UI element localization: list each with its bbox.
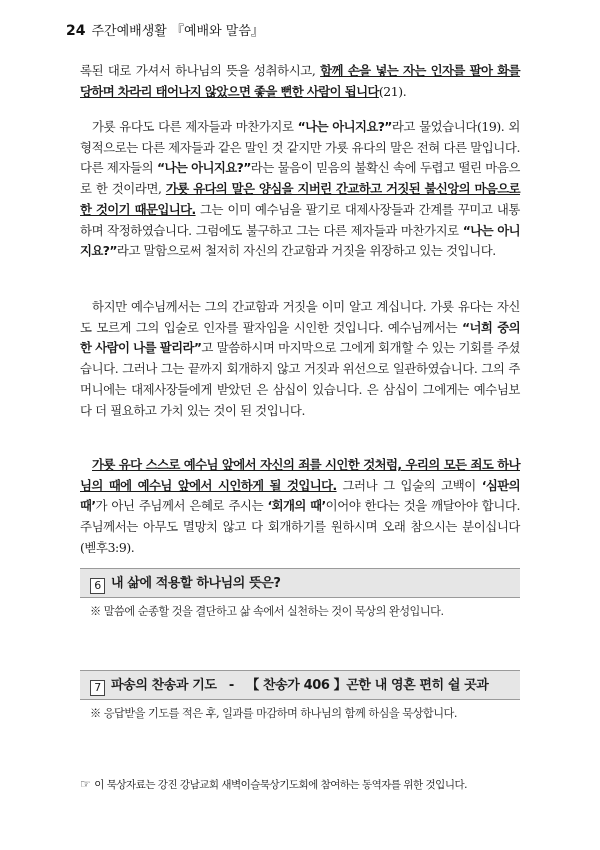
paragraph-text: 록된 대로 가셔서 하나님의 뜻을 성취하시고,	[80, 63, 321, 78]
paragraph-text: (21).	[378, 83, 407, 99]
quote-text: “나는 아니지요?”	[80, 222, 520, 259]
emphasis-text: 가룟 유다의 말은 양심을 지버린 간교하고 거짓된 불신앙의 마음으로 한 것이기 때문입니다.	[80, 181, 520, 217]
quote-text: “나는 아니지요?”	[297, 119, 392, 134]
quote-text: “너희 중의 한 사람이 나를 팔리라”	[80, 319, 520, 356]
header-title: 주간예배생활 『예배와 말씀』	[91, 24, 264, 39]
paragraph-text: 라는 물음이 믿음의 불확신 속에 두렵고 떨린 마음으로 한 것이라면,	[80, 160, 521, 197]
paragraph-text: 그러나 그 입술의 고백이	[336, 477, 482, 493]
emphasis-text: 함께 손을 넣는 자는 인자를 팔아 화를 당하며 차라리 태어나지 않았으면 좋을 뻔한 사람이 됩니다	[80, 63, 520, 99]
quote-text: “나는 아니지요?”	[156, 160, 251, 176]
section-title: 파송의 찬송과 기도 - 【 찬송가 406 】곤한 내 영혼 편히 쉴 곳과	[111, 678, 489, 693]
paragraph-text: 고 말씀하시며 마지막으로 그에게 회개할 수 있는 기회를 주셨습니다. 그러나 그는 끝까지 회개하지 않고 거짓과 위선으로 일관하였습니다. 그의 주머니에는 대제사장들에게 받았던 은 삼십이 있습니다. 은 삼십이 그에게는 예수님보다 더 필요하고 가치 있는 것이 된 것입니다.	[80, 340, 520, 418]
section-number-box: 6	[90, 578, 105, 594]
paragraph-4	[80, 455, 520, 559]
paragraph-3	[80, 297, 520, 421]
section-6-heading	[80, 568, 520, 598]
paragraph-2	[80, 117, 520, 262]
paragraph-text: 그는 이미 예수님을 팔기로 대제사장들과 간계를 꾸미고 내통하며 작정하였습니다. 그럼에도 불구하고 그는 다른 제자들과 마찬가지로	[80, 201, 520, 238]
quote-text: ‘심판의 때’	[80, 477, 520, 514]
section-7-note: ※ 응답받을 기도를 적은 후, 일과를 마감하며 하나님의 함께 하심을 묵상합니다.	[90, 707, 457, 720]
paragraph-text: 가 아닌 주님께서 은혜로 주시는	[95, 498, 268, 514]
footer-note	[80, 777, 520, 792]
paragraph-text: 가룟 유다도 다른 제자들과 마찬가지로	[92, 119, 298, 134]
section-7-heading	[80, 670, 520, 700]
paragraph-text: 라고 물었습니다(19). 외형적으로는 다른 제자들과 같은 말인 것 같지만 가룟 유다의 말은 전혀 다른 말입니다. 다른 제자들의	[80, 119, 520, 176]
emphasis-text: 가룟 유다 스스로 예수님 앞에서 자신의 죄를 시인한 것처럼, 우리의 모든 죄도 하나님의 때에 예수님 앞에서 시인하게 될 것입니다.	[80, 457, 520, 493]
paragraph-1	[80, 61, 520, 102]
page-header	[66, 20, 264, 39]
page-number: 24	[66, 23, 86, 39]
pointing-hand-icon: ☞	[80, 777, 91, 791]
paragraph-text: 이어야 한다는 것을 깨달아야 합니다. 주님께서는 아무도 멸망치 않고 다 회개하기를 원하시며 오래 참으시는 분이십니다(벧후3:9).	[80, 498, 520, 555]
footer-text: 이 묵상자료는 강진 강남교회 새벽이슬묵상기도회에 참여하는 동역자를 위한 것입니다.	[94, 779, 467, 791]
section-number-box: 7	[90, 680, 105, 696]
section-6-note: ※ 말씀에 순종할 것을 결단하고 삶 속에서 실천하는 것이 묵상의 완성입니다.	[90, 605, 444, 618]
paragraph-text: 하지만 예수님께서는 그의 간교함과 거짓을 이미 알고 계십니다. 가룟 유다는 자신도 모르게 그의 입술로 인자를 팔자임을 시인한 것입니다. 예수님께서는	[80, 299, 520, 335]
paragraph-text: 라고 말함으로써 철저히 자신의 간교함과 거짓을 위장하고 있는 것입니다.	[116, 243, 496, 259]
quote-text: ‘회개의 때’	[267, 498, 326, 514]
section-title: 내 삶에 적용할 하나님의 뜻은?	[111, 576, 281, 591]
